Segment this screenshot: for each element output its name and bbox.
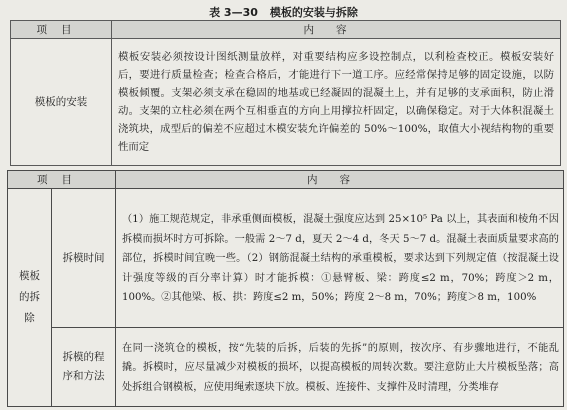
row-text-removal-procedure: 在同一浇筑仓的模板，按“先装的后拆，后装的先拆”的原则，按次序、有步骤地进行，不能乱撬。拆模时，应尽量减少对模板的损坏，以提高模板的周转次数。要注意防止大片模板坠落；高处拆组合钢模板，应使用绳索逐块下放。模板、连接件、支撑件及时清理，分类堆存: [116, 328, 564, 407]
header-item: 项目: [11, 21, 112, 39]
table-row: [8, 328, 564, 407]
table-header-row: [8, 171, 564, 189]
group-label-removal: 模板的拆除: [8, 189, 52, 407]
table-header-row: [11, 21, 561, 39]
removal-table: [7, 170, 564, 407]
header-item: 项目: [8, 171, 116, 189]
row-label-removal-time: 拆模时间: [52, 189, 116, 328]
row-text-installation: 模板安装必须按设计图纸测量放样，对重要结构应多设控制点，以利检查校正。模板安装好后，要进行质量检查；检查合格后，才能进行下一道工序。应经常保持足够的固定设施，以防模板倾覆。支架必须支承在稳固的地基或已经凝固的混凝土上，并有足够的支承面积，防止滑动。支架的立柱必须在两个互相垂直的方向上用撑拉杆固定，以确保稳定。对于大体积混凝土浇筑块，成型后的偏差不应超过木模安装允许偏差的 50%～100%，取值大小视结构物的重要性而定: [112, 39, 561, 166]
table-caption: [0, 4, 567, 20]
row-label-installation: 模板的安装: [11, 39, 112, 166]
table-title: 模板的安装与拆除: [269, 6, 358, 19]
row-label-removal-procedure: 拆模的程序和方法: [52, 328, 116, 407]
installation-table: [10, 20, 561, 166]
table-row: [11, 39, 561, 166]
header-content: 内容: [112, 21, 561, 39]
row-text-removal-time: （1）施工规范规定，非承重侧面模板，混凝土强度应达到 25×10⁵ Pa 以上，其表面和棱角不因拆模而损坏时方可拆除。一般需 2～7 d，夏天 2～4 d，冬天 5～7 d。混凝土表面质量要求高的部位，拆模时间宜晚一些。（2）钢筋混凝土结构的承重模板，要求达到下列规定值（按混凝土设计强度等级的百分率计算）时才能拆模：①悬臂板、梁：跨度≤2 m，70%；跨度＞2 m，100%。②其他梁、板、拱：跨度≤2 m，50%；跨度 2～8 m，70%；跨度＞8 m，100%: [116, 189, 564, 328]
header-content: 内容: [116, 171, 564, 189]
table-number: 表 3—30: [209, 6, 258, 19]
table-row: [8, 189, 564, 328]
